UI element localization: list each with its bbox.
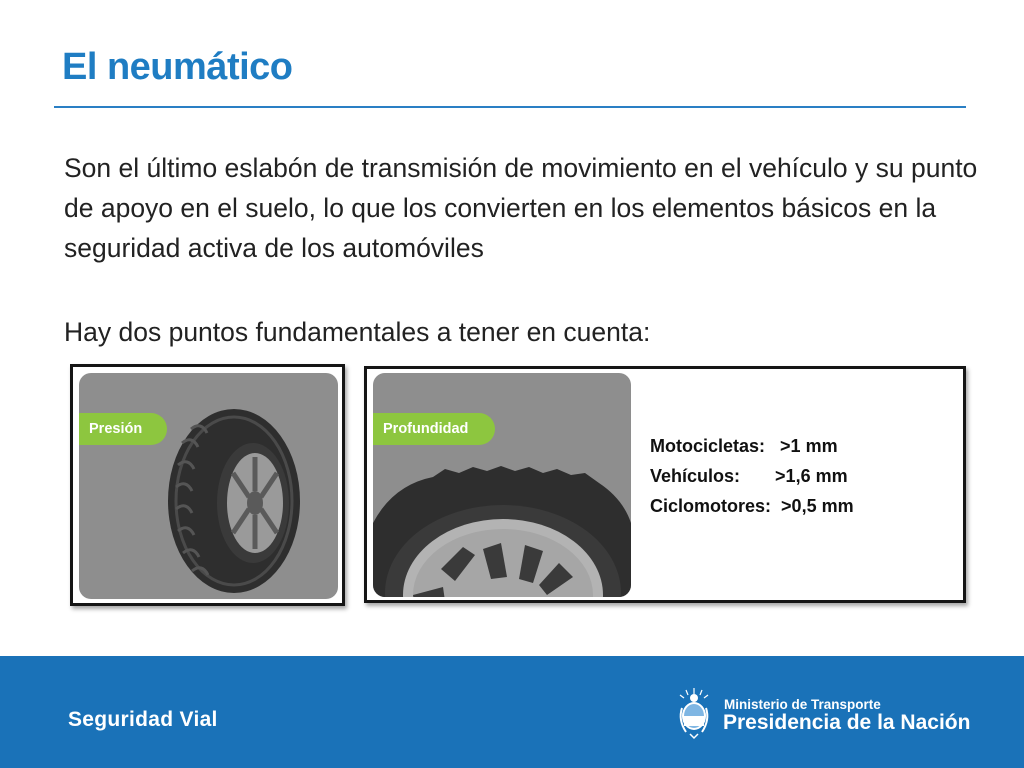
spec-row-vehicles	[650, 461, 854, 491]
tread-depth-specs	[650, 431, 854, 521]
spec-value: >1 mm	[780, 436, 838, 456]
spec-value: >1,6 mm	[775, 466, 848, 486]
pressure-card	[70, 364, 345, 606]
spec-row-motorcycles	[650, 431, 854, 461]
footer-brand: Seguridad Vial	[68, 708, 218, 731]
presidency-name: Presidencia de la Nación	[723, 711, 971, 734]
depth-image	[373, 373, 631, 597]
ministry-name: Ministerio de Transporte	[724, 697, 881, 712]
spec-label: Vehículos:	[650, 466, 741, 486]
spec-row-mopeds	[650, 491, 854, 521]
pressure-badge: Presión	[79, 413, 167, 445]
depth-badge: Profundidad	[373, 413, 495, 445]
argentina-seal-icon	[676, 686, 712, 740]
spec-value: >0,5 mm	[781, 496, 854, 516]
slide-title: El neumático	[62, 46, 293, 88]
tire-tread-icon	[373, 373, 631, 597]
spec-label: Motocicletas:	[650, 436, 766, 456]
spec-label: Ciclomotores:	[650, 496, 772, 516]
tire-side-icon	[79, 373, 338, 599]
title-divider	[54, 106, 966, 108]
pressure-image	[79, 373, 338, 599]
intro-paragraph: Son el último eslabón de transmisión de movimiento en el vehículo y su punto de apoyo en el suelo, lo que los convierten en los elementos básicos en la seguridad activa de los automóviles	[64, 153, 978, 263]
depth-card	[364, 366, 966, 603]
key-points-paragraph: Hay dos puntos fundamentales a tener en cuenta:	[64, 317, 651, 347]
footer-bar	[0, 656, 1024, 768]
